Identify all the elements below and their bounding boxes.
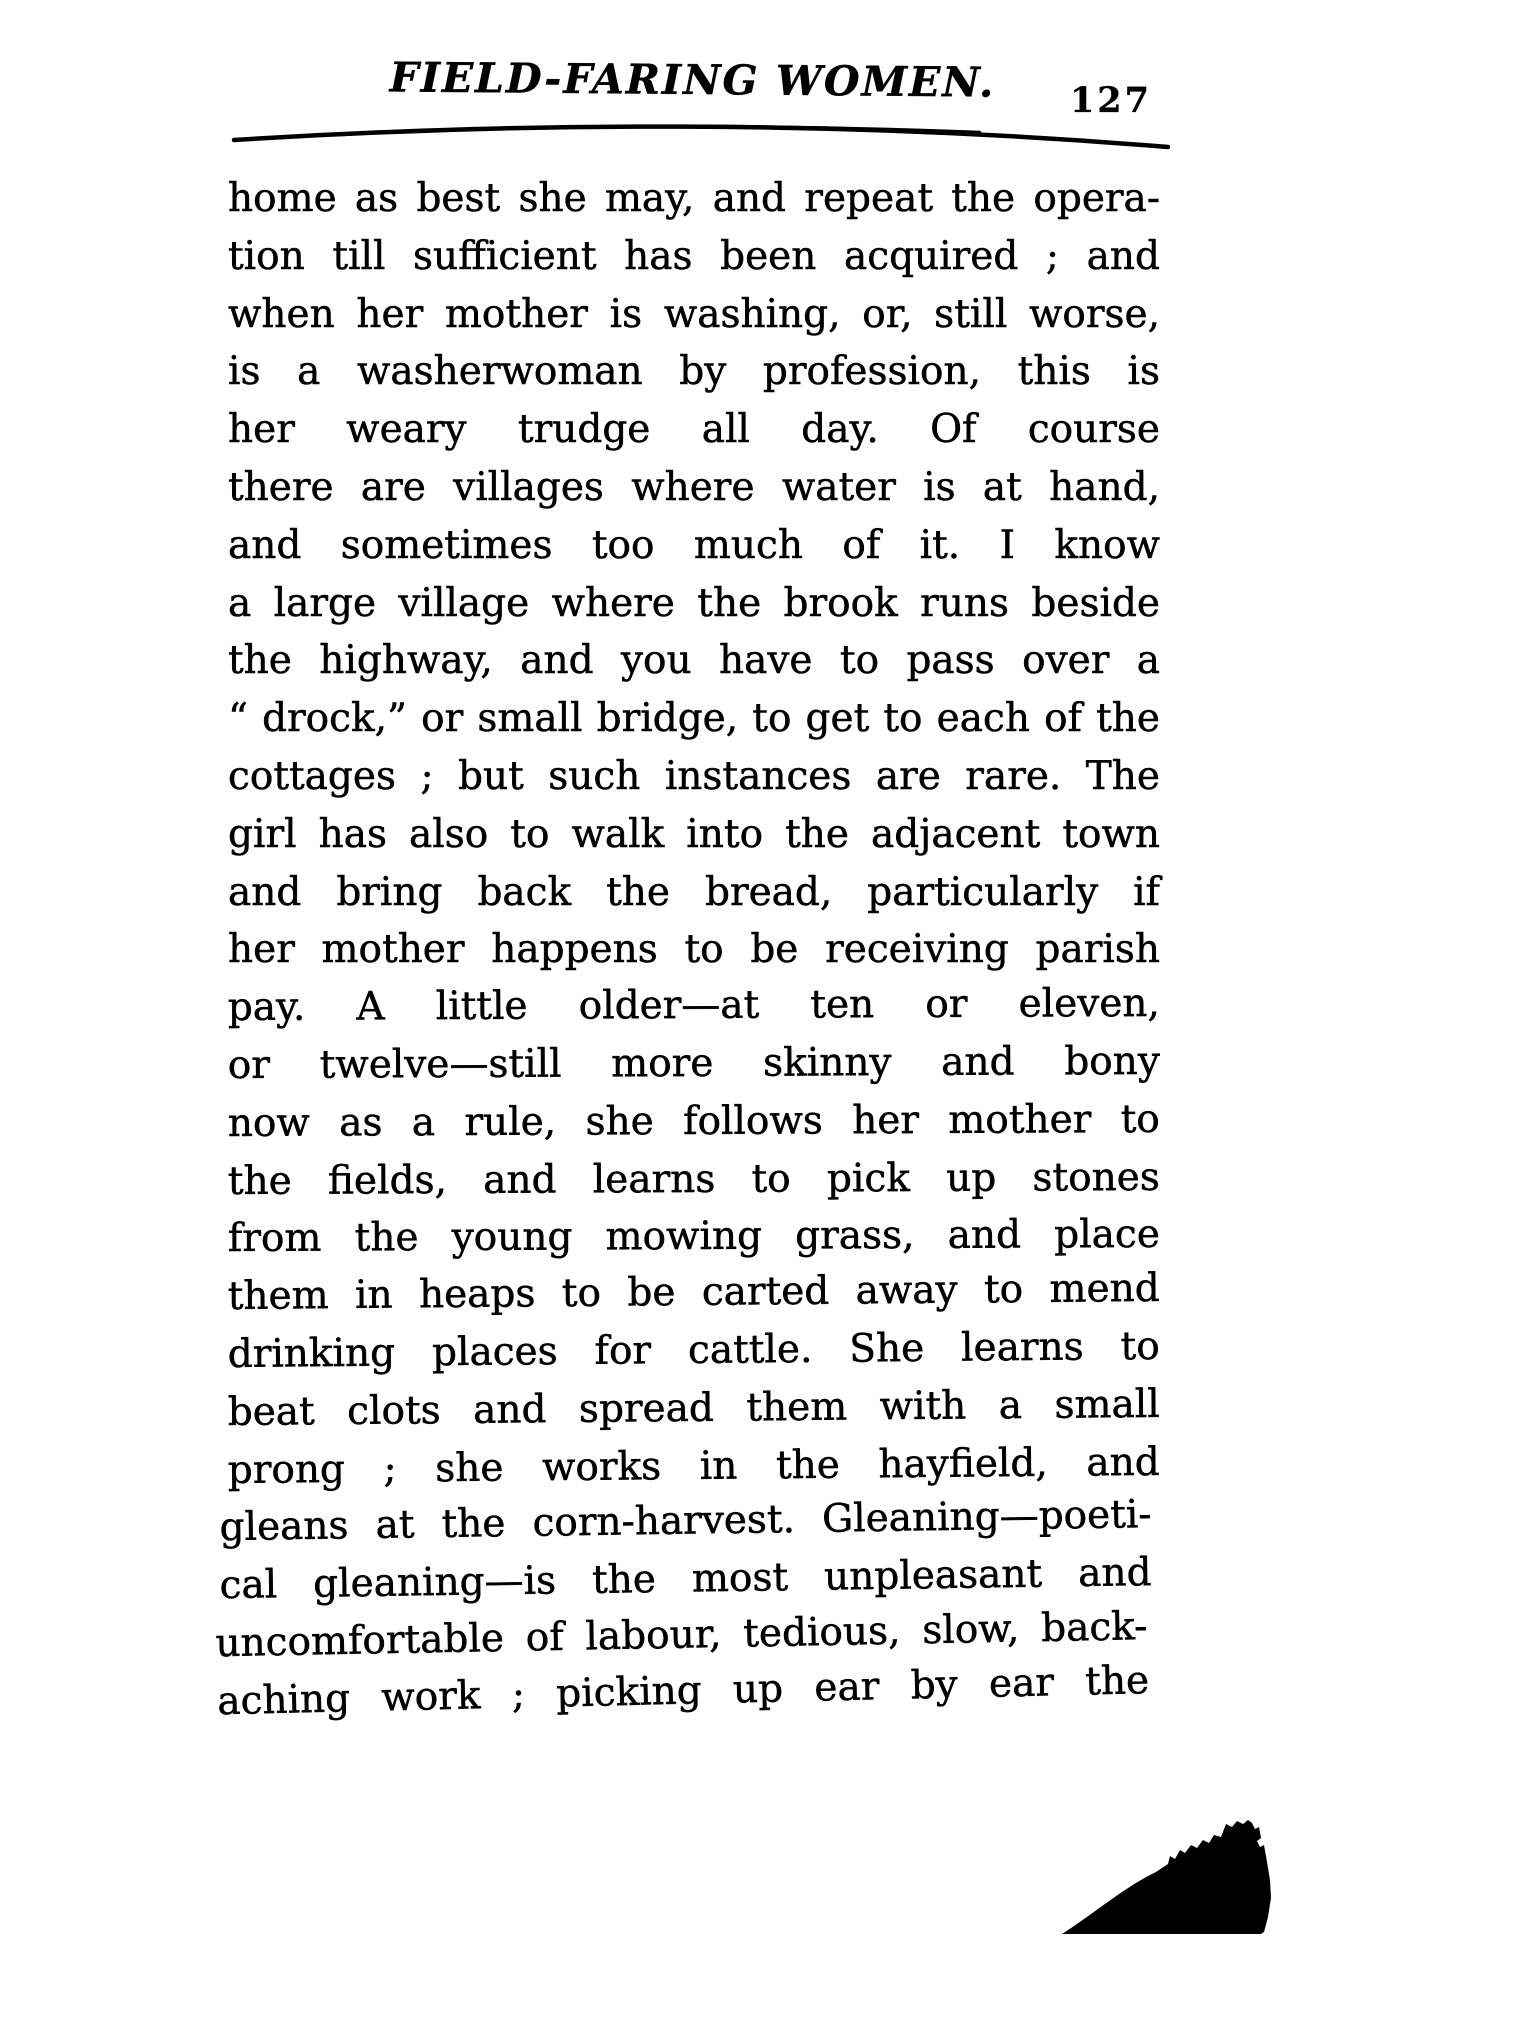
body-line: cal gleaning—is the most unpleasant and [219, 1550, 1152, 1609]
body-line: uncomfortable of labour, tedious, slow, back- [215, 1604, 1148, 1667]
body-line: gleans at the corn-harvest. Gleaning—poeti- [219, 1492, 1152, 1551]
body-line: “ drock,” or small bridge, to get to each of the [228, 696, 1160, 742]
body-line: her mother happens to be receiving parish [228, 927, 1160, 973]
body-text [215, 170, 1160, 1731]
body-line: and sometimes too much of it. I know [228, 522, 1160, 568]
header-rule [220, 114, 1170, 158]
body-line: home as best she may, and repeat the opera- [228, 176, 1160, 221]
body-line: pay. A little older—at ten or eleven, [227, 981, 1160, 1031]
body-line: the highway, and you have to pass over a [228, 638, 1160, 684]
body-line: is a washerwoman by profession, this is [228, 349, 1160, 395]
page-number: 127 [1069, 80, 1152, 121]
body-line: or twelve—still more skinny and bony [227, 1038, 1160, 1088]
ink-blot [1056, 1814, 1272, 1938]
body-line: when her mother is washing, or, still worse, [228, 291, 1160, 337]
body-line: them in heaps to be carted away to mend [227, 1266, 1160, 1320]
body-line: the fields, and learns to pick up stones [227, 1154, 1160, 1204]
body-line: beat clots and spread them with a small [227, 1381, 1160, 1435]
body-line: girl has also to walk into the adjacent town [228, 811, 1160, 857]
body-line: tion till sufficient has been acquired ; and [228, 233, 1160, 279]
body-line: cottages ; but such instances are rare. The [228, 753, 1160, 799]
body-line: from the young mowing grass, and place [227, 1212, 1160, 1262]
body-line: a large village where the brook runs beside [228, 580, 1160, 626]
body-line: and bring back the bread, particularly if [228, 869, 1160, 915]
body-line: aching work ; picking up ear by ear the [216, 1657, 1150, 1724]
body-line: her weary trudge all day. Of course [228, 407, 1160, 453]
body-line: now as a rule, she follows her mother to [227, 1096, 1160, 1146]
running-header-title: FIELD-FARING WOMEN. [389, 53, 996, 107]
body-line: there are villages where water is at hand, [228, 464, 1160, 510]
body-line: prong ; she works in the hayfield, and [227, 1439, 1160, 1493]
body-line: drinking places for cattle. She learns to [227, 1323, 1160, 1377]
